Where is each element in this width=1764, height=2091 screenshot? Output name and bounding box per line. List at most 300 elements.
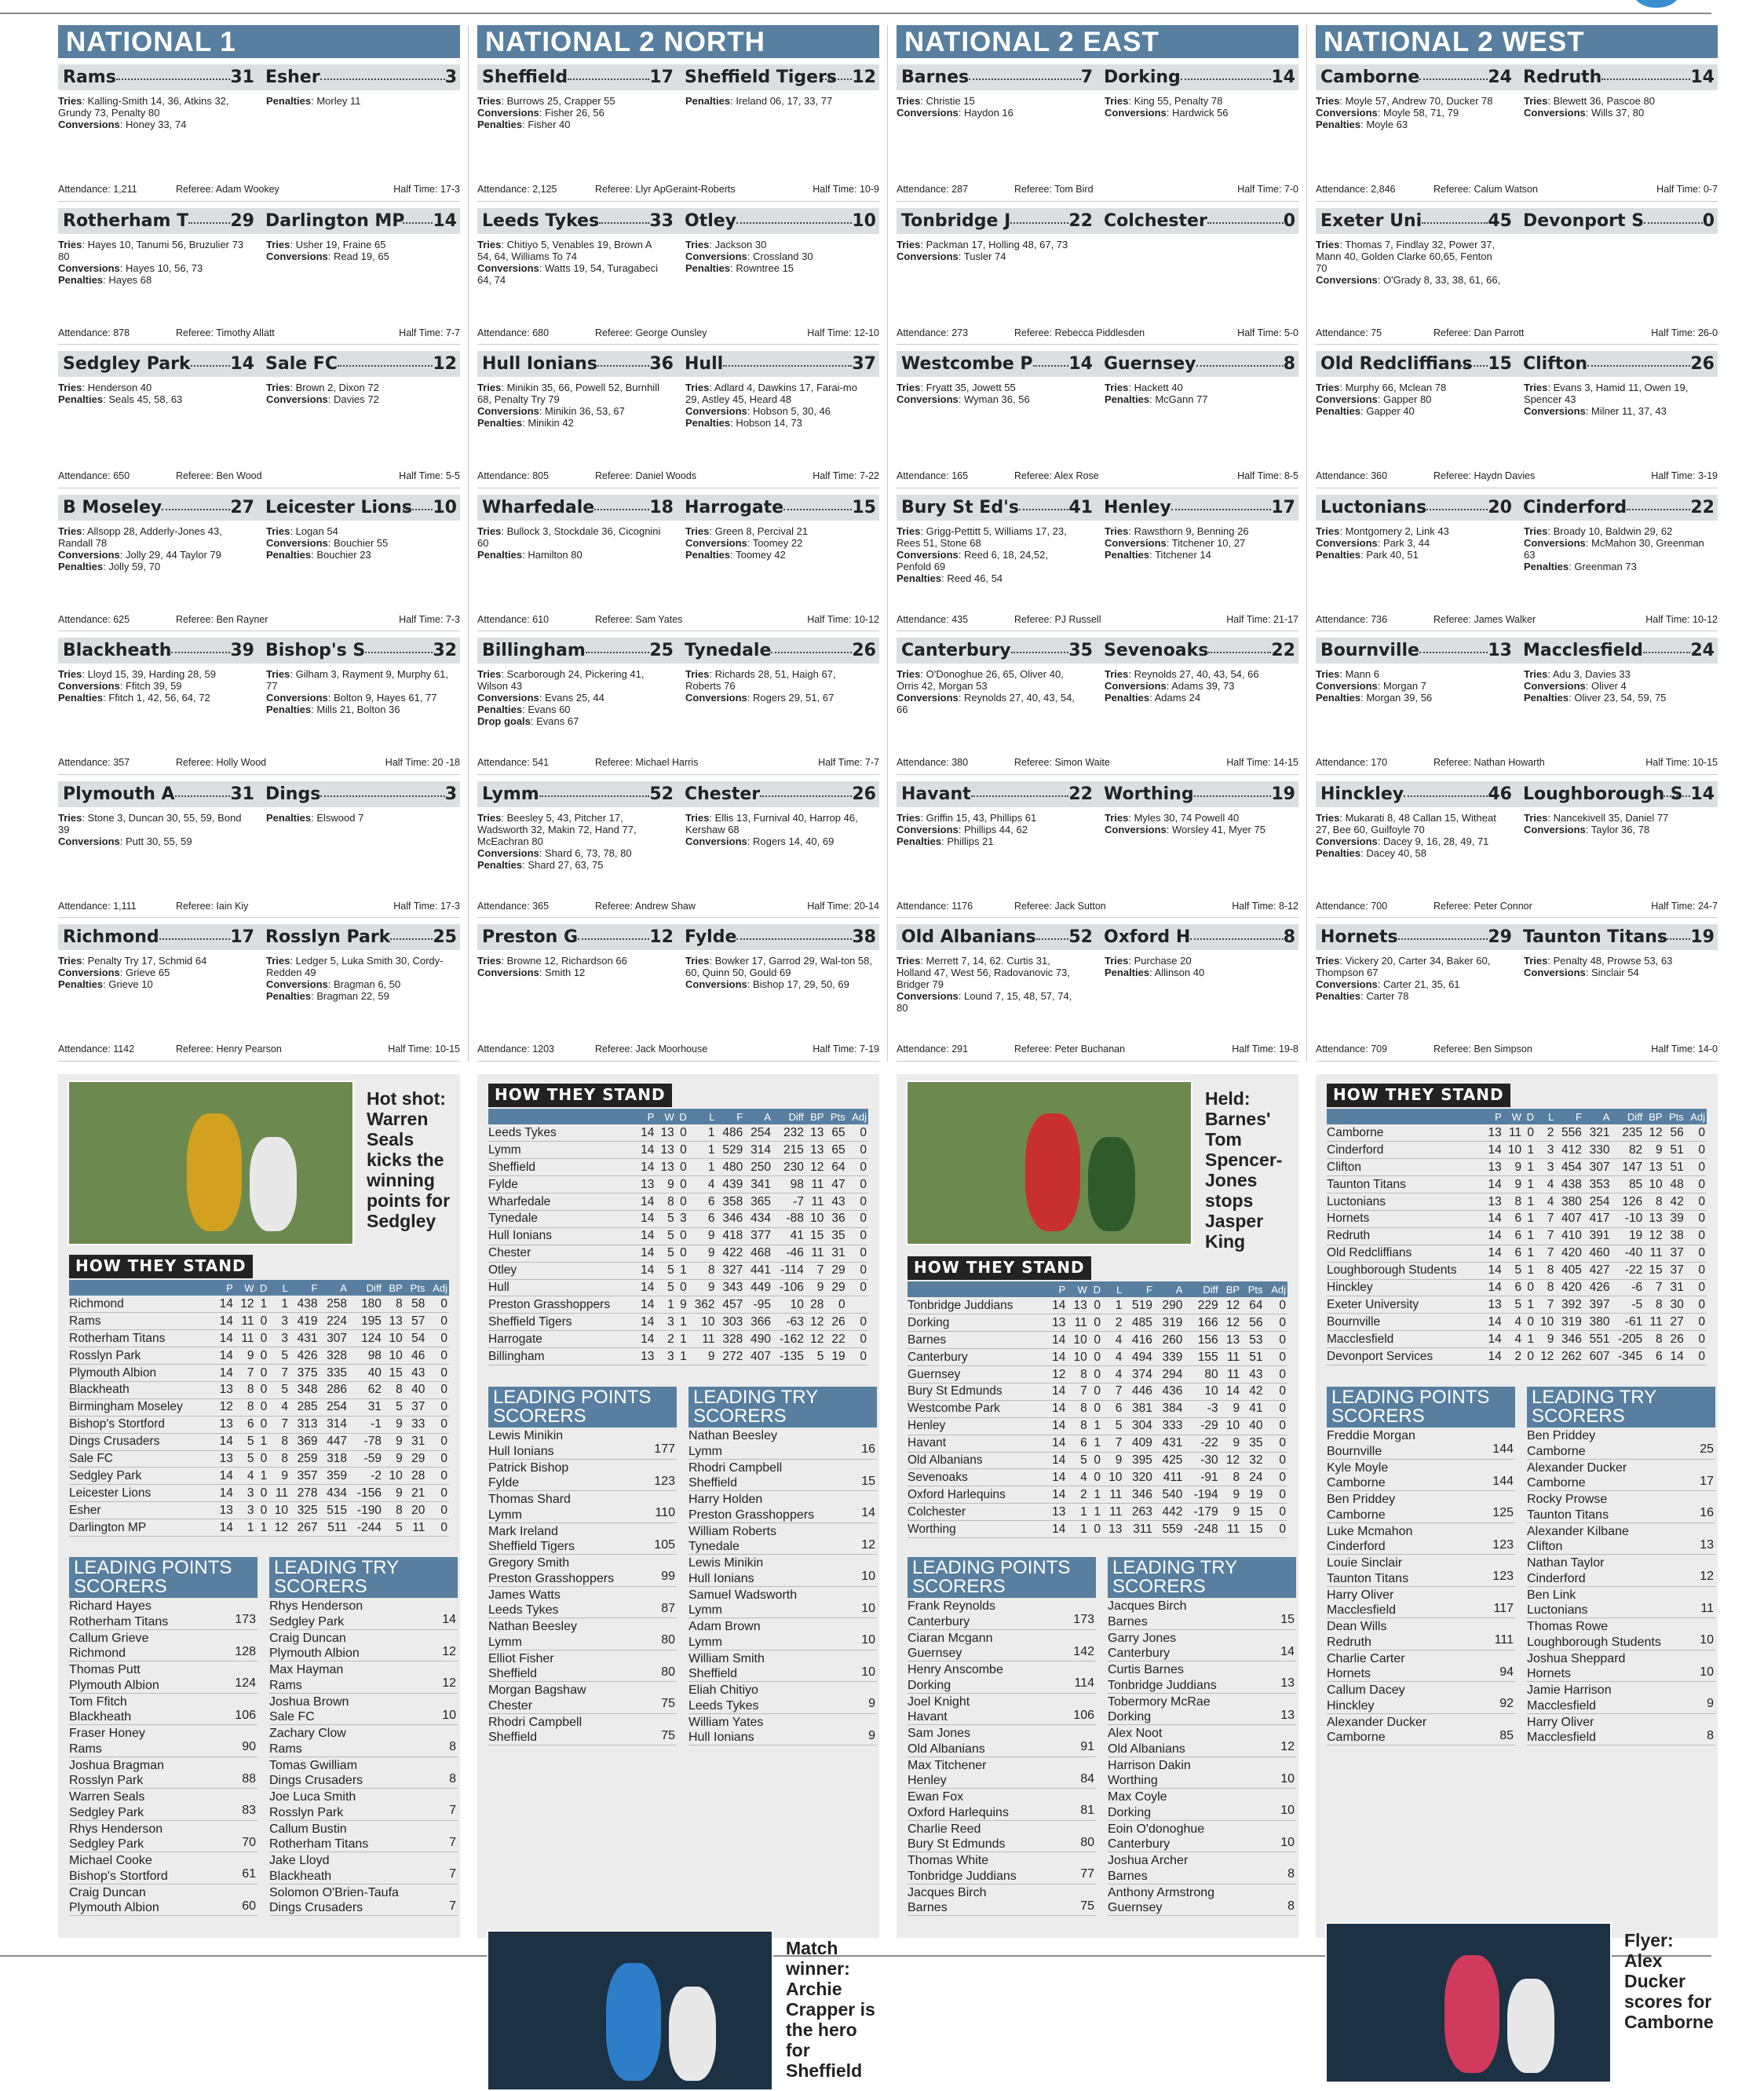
player-total: 7 (449, 1804, 456, 1817)
player-total: 7 (449, 1867, 456, 1881)
half-time-value: 10-9 (859, 184, 879, 195)
stat-cell: 0 (426, 1398, 449, 1416)
standings-row (1327, 1262, 1707, 1279)
scorer-list: Putt 30, 55, 59 (125, 835, 192, 847)
stat-cell: 425 (1154, 1452, 1185, 1469)
stat-cell: 375 (290, 1365, 320, 1382)
stat-cell: 28 (805, 1296, 826, 1314)
leader-row (1108, 1725, 1296, 1757)
scorer-line: Penalties: Ireland 06, 17, 33, 77 (685, 95, 833, 107)
leader-row (1327, 1714, 1515, 1746)
referee (1433, 184, 1538, 195)
stat-cell: 7 (1536, 1227, 1555, 1245)
scorer-line: Tries: Griffin 15, 43, Phillips 61 (897, 811, 1037, 824)
half-time-value: 7-19 (859, 1044, 879, 1055)
stat-cell: 10 (1184, 1383, 1219, 1400)
stat-cell: 1 (256, 1296, 269, 1313)
stat-cell: 5 (656, 1245, 675, 1262)
attendance (897, 470, 968, 481)
scorer-line: Drop goals: Evans 67 (477, 715, 579, 727)
scorer-line: Tries: Mukarati 8, 48 Callan 15, Witheat 27, Bee 60, Guilfoyle 70 (1316, 811, 1496, 835)
player-name: Harrison Dakin (1108, 1758, 1191, 1772)
player-total: 15 (1280, 1613, 1295, 1626)
leader-row (1327, 1651, 1515, 1683)
player-total: 9 (1707, 1697, 1714, 1710)
scorer-type: Conversions (685, 536, 747, 549)
home-scorers (897, 955, 1085, 1014)
stat-cell: 431 (1154, 1435, 1185, 1452)
scorer-list: Davies 72 (333, 393, 379, 405)
leader-row (488, 1587, 677, 1619)
away-team (1523, 68, 1715, 87)
referee-value: PJ Russell (1054, 613, 1101, 625)
standings-row (69, 1330, 449, 1347)
scorer-line: Tries: Beesley 5, 43, Pitcher 17, Wadsworth 32, Makin 72, Hand 77, McEachran 80 (477, 811, 637, 847)
scorer-line: Tries: Reynolds 27, 40, 43, 54, 66 (1105, 668, 1259, 680)
scorer-list: Bowker 17, Garrod 29, Wal-ton 58, 60, Quinn 50, Gould 69 (685, 955, 872, 978)
player-name: Joshua Archer (1108, 1854, 1189, 1867)
column-header: F (1123, 1281, 1154, 1297)
home-score: 46 (1488, 784, 1512, 804)
scorer-list: Vickery 20, Carter 34, Baker 60, Thompson 67 (1316, 955, 1491, 978)
stat-cell: 11 (1102, 1504, 1123, 1521)
stat-cell: 395 (1123, 1452, 1154, 1469)
home-team-name: Rotherham T (63, 210, 189, 231)
stat-cell: 0 (847, 1124, 868, 1142)
home-team-name: Canterbury (901, 641, 1011, 660)
home-team-name: Exeter Uni (1320, 210, 1423, 231)
standings-row (1327, 1159, 1707, 1176)
match-scoreline (897, 351, 1298, 377)
stat-cell: 6 (1503, 1210, 1523, 1227)
scorer-type: Tries (1524, 382, 1548, 393)
scorer-list: Henderson 40 (87, 382, 152, 393)
player-team: Plymouth Albion (69, 1678, 159, 1692)
column-header: L (268, 1280, 290, 1296)
scorer-type: Conversions (897, 692, 959, 704)
away-team (685, 68, 876, 87)
attendance-label: Attendance: (897, 327, 949, 338)
half-time-value: 7-0 (1284, 184, 1298, 195)
away-team-name: Cinderford (1523, 497, 1627, 517)
stat-cell: 335 (319, 1365, 349, 1382)
player-figure (187, 1113, 242, 1231)
scorer-line: Penalties: Park 40, 51 (1316, 548, 1419, 561)
team-name: Bishop's Stortford (69, 1416, 214, 1433)
scorer-line: Conversions: Bishop 17, 29, 50, 69 (685, 978, 849, 990)
player-team: Bury St Edmunds (908, 1837, 1006, 1851)
scorer-type: Drop goals (477, 715, 531, 727)
team-name: Redruth (1327, 1227, 1483, 1245)
away-score: 37 (852, 354, 876, 374)
team-name: Bournville (1327, 1314, 1483, 1331)
stat-cell: 14 (1483, 1245, 1503, 1262)
stat-cell: 278 (290, 1485, 320, 1502)
stat-cell: 12 (235, 1296, 256, 1313)
team-name: Sheffield Tigers (488, 1314, 636, 1331)
stat-cell: 0 (1089, 1383, 1102, 1400)
standings-header-row (1327, 1109, 1707, 1124)
scorer-type: Penalties (477, 548, 523, 561)
stat-cell: 0 (256, 1330, 269, 1347)
scorer-list: Chitiyo 5, Venables 19, Brown A 54, 64, Williams To 74 (477, 238, 652, 262)
stat-cell: 2 (1102, 1314, 1123, 1332)
stat-cell: 0 (1523, 1279, 1536, 1296)
attendance (897, 1044, 968, 1055)
referee-value: Iain Kiy (216, 900, 249, 912)
stat-cell: 51 (1241, 1349, 1264, 1366)
player-total: 10 (861, 1633, 875, 1647)
stat-cell: 426 (1583, 1279, 1612, 1296)
half-time-label: Half Time: (1237, 470, 1282, 481)
stat-cell: -190 (349, 1502, 383, 1519)
scorer-list: Beesley 5, 43, Pitcher 17, Wadsworth 32, Makin 72, Hand 77, McEachran 80 (477, 811, 637, 847)
stat-cell: 427 (1583, 1262, 1612, 1279)
stat-cell: 0 (256, 1398, 269, 1416)
player-team: Taunton Titans (1327, 1571, 1409, 1585)
stat-cell: -78 (349, 1433, 383, 1450)
stat-cell: 7 (1102, 1383, 1123, 1400)
team-name: Henley (908, 1417, 1046, 1435)
home-scorers (58, 955, 247, 990)
dot-leader (1208, 652, 1271, 653)
stat-cell: 0 (825, 1296, 846, 1314)
scorer-list: Blewett 36, Pascoe 80 (1553, 95, 1655, 107)
referee-label: Referee: (595, 184, 633, 195)
stat-cell: 12 (805, 1314, 826, 1331)
stat-cell: 14 (1483, 1279, 1503, 1296)
stat-cell: 330 (1583, 1142, 1612, 1159)
leader-row (688, 1555, 877, 1587)
leader-row (269, 1852, 458, 1884)
leading-points-box (69, 1557, 257, 1916)
stat-cell: 14 (636, 1142, 656, 1159)
away-score: 14 (1690, 68, 1715, 87)
stat-cell: 65 (825, 1142, 846, 1159)
stat-cell: 420 (1555, 1245, 1583, 1262)
league-header: NATIONAL 1 (58, 25, 460, 58)
scorer-list: Hamilton 80 (528, 548, 583, 561)
stat-cell: 11 (805, 1245, 826, 1262)
stat-cell: 6 (688, 1194, 717, 1211)
away-scorers (1105, 95, 1293, 119)
referee (176, 470, 262, 481)
stat-cell: 11 (805, 1194, 826, 1211)
stat-cell: 215 (772, 1142, 805, 1159)
dot-leader (162, 509, 230, 510)
team-name: Canterbury (908, 1349, 1046, 1366)
stat-cell: 348 (290, 1381, 320, 1398)
stat-cell: 7 (1067, 1383, 1088, 1400)
leader-row (269, 1630, 458, 1662)
stat-cell: 11 (1503, 1124, 1523, 1142)
stat-cell: -46 (772, 1245, 805, 1262)
stat-cell: 12 (1644, 1124, 1664, 1142)
stat-cell: 6 (235, 1416, 256, 1433)
photo-caption: Flyer: Alex Ducker scores for Camborne (1624, 1930, 1714, 2032)
stat-cell: 0 (1265, 1469, 1288, 1486)
stat-cell: 14 (1483, 1227, 1503, 1245)
stat-cell: 14 (214, 1365, 235, 1382)
scorer-list: Gilham 3, Rayment 9, Murphy 61, 77 (266, 668, 448, 692)
attendance-value: 709 (1371, 1044, 1388, 1055)
scorer-list: Allsopp 28, Adderly-Jones 43, Randall 78 (58, 525, 222, 549)
scorer-line: Penalties: Grieve 10 (58, 978, 153, 990)
half-time-label: Half Time: (1656, 184, 1701, 195)
half-time-label: Half Time: (1645, 757, 1690, 768)
player-team: Rams (269, 1678, 302, 1692)
attendance-value: 1142 (113, 1044, 135, 1055)
stat-cell: 556 (1555, 1124, 1583, 1142)
stat-cell: 11 (235, 1313, 256, 1330)
stat-cell: 1 (656, 1296, 675, 1314)
stat-cell: 0 (1523, 1314, 1536, 1331)
team-name: Sale FC (69, 1450, 214, 1468)
home-team-name: Sedgley Park (63, 354, 191, 374)
away-team-name: Leicester Lions (265, 497, 412, 517)
scorer-type: Penalties (266, 95, 312, 107)
match-report (477, 202, 879, 345)
publication-logo (1633, 0, 1680, 8)
referee (1433, 327, 1524, 338)
leader-row (1527, 1491, 1715, 1523)
referee-label: Referee: (595, 757, 633, 768)
referee-label: Referee: (176, 184, 214, 195)
scorer-list: Gapper 80 (1382, 393, 1432, 405)
player-name: Rocky Prowse (1527, 1493, 1608, 1506)
attendance (58, 614, 130, 625)
away-scorers (685, 812, 874, 847)
scorer-line: Tries: Christie 15 (897, 95, 975, 107)
player-name: Tom Ffitch (69, 1694, 127, 1709)
attendance-label: Attendance: (477, 900, 530, 912)
stat-cell: 392 (1555, 1296, 1583, 1314)
stat-cell: 407 (744, 1348, 772, 1365)
player-name: Callum Dacey (1327, 1683, 1405, 1697)
player-total: 8 (1707, 1728, 1714, 1742)
scorer-list: Minikin 42 (528, 417, 574, 429)
attendance (897, 901, 973, 912)
match-scoreline (477, 64, 879, 90)
player-team: Barnes (1108, 1869, 1148, 1883)
half-time-value: 10-15 (435, 1044, 460, 1055)
referee-value: Nathan Howarth (1474, 757, 1545, 768)
home-scorers (477, 812, 666, 871)
scorer-type: Tries (266, 525, 290, 537)
home-score: 39 (230, 641, 254, 660)
leader-row (488, 1460, 677, 1492)
leader-row (269, 1789, 458, 1821)
player-team: Preston Grasshoppers (488, 1571, 615, 1585)
stat-cell: 13 (656, 1124, 675, 1142)
referee-value: Henry Pearson (216, 1044, 282, 1055)
standings-row (908, 1417, 1287, 1435)
team-name: Havant (908, 1435, 1046, 1452)
column-header: Diff (1611, 1109, 1644, 1124)
scorer-line: Conversions: Shard 6, 73, 78, 80 (477, 846, 632, 859)
attendance-label: Attendance: (897, 757, 949, 768)
scorer-type: Conversions (897, 250, 959, 262)
home-team (1320, 68, 1512, 87)
scorer-type: Tries (1524, 955, 1548, 967)
stat-cell: 19 (1241, 1486, 1264, 1504)
standings-row (488, 1210, 868, 1227)
scorer-line: Tries: Murphy 66, Mclean 78 (1316, 382, 1447, 393)
scorer-list: Minikin 36, 53, 67 (544, 405, 625, 417)
standings-row (908, 1504, 1287, 1521)
scorer-list: Park 40, 51 (1366, 548, 1419, 561)
away-team (1104, 927, 1295, 947)
stat-cell: 40 (349, 1365, 383, 1382)
referee-label: Referee: (1433, 757, 1471, 768)
standings-table (488, 1109, 868, 1365)
player-name: William Yates (688, 1715, 764, 1729)
scorer-type: Tries (58, 811, 82, 824)
scorer-line: Tries: Broady 10, Baldwin 29, 62 (1524, 525, 1673, 537)
stat-cell: 4 (1536, 1176, 1555, 1194)
stat-cell: 6 (1503, 1227, 1523, 1245)
team-name: Rotherham Titans (69, 1330, 214, 1347)
standings-row (69, 1468, 449, 1485)
half-time-label: Half Time: (1237, 327, 1282, 338)
standings-row (488, 1194, 868, 1211)
team-name: Devonport Services (1327, 1348, 1483, 1365)
scorer-type: Tries (477, 955, 502, 967)
stat-cell: 0 (256, 1450, 269, 1468)
standings-row (488, 1176, 868, 1194)
match-scoreline (1316, 351, 1718, 377)
stat-cell: 380 (1583, 1314, 1612, 1331)
stat-cell: 4 (1536, 1194, 1555, 1211)
leader-row (1527, 1651, 1715, 1683)
player-name: Ben Priddey (1327, 1493, 1396, 1506)
home-score: 31 (230, 784, 254, 804)
stat-cell: 40 (1241, 1417, 1264, 1435)
standings-row (69, 1433, 449, 1450)
away-team-name: Oxford H (1104, 927, 1191, 947)
away-team (1523, 498, 1715, 517)
referee-value: Llyr ApGeraint-Roberts (635, 184, 736, 195)
stat-cell: 0 (1685, 1124, 1707, 1142)
away-team-name: Esher (265, 68, 320, 87)
stat-cell: 14 (1483, 1348, 1503, 1365)
standings-row (488, 1262, 868, 1279)
referee-value: Holly Wood (216, 757, 267, 768)
scorer-type: Tries (1105, 668, 1129, 680)
scorer-list: Ellis 13, Furnival 40, Harrop 46, Kershaw 68 (685, 811, 858, 835)
scorer-line: Penalties: Allinson 40 (1105, 967, 1205, 978)
dot-leader (338, 365, 433, 367)
stat-cell: 31 (1664, 1279, 1685, 1296)
half-time-value: 5-5 (445, 470, 460, 481)
home-team (63, 354, 254, 374)
player-team: Chester (488, 1698, 533, 1713)
column-header: Adj (1685, 1109, 1707, 1124)
away-score: 14 (1690, 784, 1715, 804)
scorer-list: Lloyd 15, 39, Harding 28, 59 (87, 668, 216, 680)
referee-value: Haydn Davies (1474, 470, 1536, 481)
stat-cell: 286 (319, 1381, 349, 1398)
stat-cell: 12 (1220, 1297, 1242, 1314)
scorer-list: McMahon 30, Greenman 63 (1524, 536, 1704, 561)
team-name: Guernsey (908, 1366, 1046, 1384)
stat-cell: 15 (383, 1365, 404, 1382)
scorer-list: Taylor 36, 78 (1591, 823, 1650, 835)
scorer-type: Tries (685, 955, 710, 967)
scorer-line: Penalties: Hamilton 80 (477, 548, 583, 561)
attendance-value: 287 (951, 184, 969, 195)
attendance-label: Attendance: (58, 757, 111, 768)
scorer-line: Penalties: Fisher 40 (477, 119, 571, 130)
player-team: Henley (908, 1774, 947, 1787)
standings-table (69, 1280, 449, 1537)
player-total: 12 (1280, 1740, 1295, 1753)
away-scorers (1524, 525, 1712, 572)
photo-caption: Held: Barnes' Tom Spencer-Jones stops Jasper King (1205, 1088, 1283, 1252)
player-team: Lymm (688, 1603, 722, 1617)
referee-value: Alex Rose (1054, 470, 1099, 481)
scorer-type: Tries (266, 955, 290, 967)
stat-cell: 1 (676, 1331, 688, 1348)
stat-cell: 0 (1685, 1314, 1707, 1331)
dot-leader (586, 652, 650, 653)
stat-cell: 7 (1536, 1296, 1555, 1314)
player-name: Eoin O'donoghue (1108, 1822, 1205, 1836)
leading-points-header: LEADING POINTS SCORERS (1327, 1387, 1515, 1428)
stat-cell: 0 (1685, 1348, 1707, 1365)
attendance-label: Attendance: (58, 613, 111, 625)
scorer-list: Hobson 14, 73 (736, 417, 802, 429)
column-header: L (1102, 1281, 1123, 1297)
stat-cell: -244 (349, 1519, 383, 1537)
stat-cell: 262 (1555, 1348, 1583, 1365)
player-team: Camborne (1327, 1731, 1386, 1744)
standings-row (488, 1296, 868, 1314)
scorer-list: Broady 10, Baldwin 29, 62 (1553, 525, 1673, 537)
leader-row (688, 1428, 877, 1460)
referee-label: Referee: (1433, 184, 1471, 195)
stat-cell: 7 (1644, 1279, 1664, 1296)
stat-cell: 11 (805, 1176, 826, 1194)
stat-cell: 1 (1523, 1245, 1536, 1262)
scorer-type: Penalties (477, 704, 523, 715)
leading-points-header: LEADING POINTS SCORERS (69, 1557, 257, 1598)
player-name: William Smith (688, 1651, 765, 1665)
referee (1433, 1044, 1532, 1055)
scorer-list: Myles 30, 74 Powell 40 (1134, 811, 1240, 824)
stat-cell: 14 (1483, 1314, 1503, 1331)
scorer-line: Tries: Hayes 10, Tanumi 56, Bruzulier 73 80 (58, 238, 244, 262)
stat-cell: 254 (319, 1398, 349, 1416)
player-total: 9 (868, 1728, 875, 1742)
player-total: 12 (442, 1644, 456, 1658)
stat-cell: 10 (383, 1468, 404, 1485)
scorer-line: Tries: Lloyd 15, 39, Harding 28, 59 (58, 668, 216, 680)
match-report (477, 631, 879, 775)
scorer-list: Jolly 29, 44 Taylor 79 (125, 548, 221, 561)
player-team: Macclesfield (1327, 1603, 1397, 1617)
player-team: Rams (269, 1742, 302, 1756)
scorer-list: Read 19, 65 (333, 250, 389, 262)
scorer-line: Conversions: Dacey 9, 16, 28, 49, 71 (1316, 835, 1489, 847)
stat-cell: 14 (1220, 1383, 1242, 1400)
stat-cell: 9 (1503, 1159, 1523, 1176)
scorer-type: Tries (897, 811, 921, 824)
standings-row (488, 1124, 868, 1142)
stat-cell: 9 (688, 1227, 717, 1245)
stat-cell: -345 (1611, 1348, 1644, 1365)
leader-row (1527, 1428, 1715, 1460)
